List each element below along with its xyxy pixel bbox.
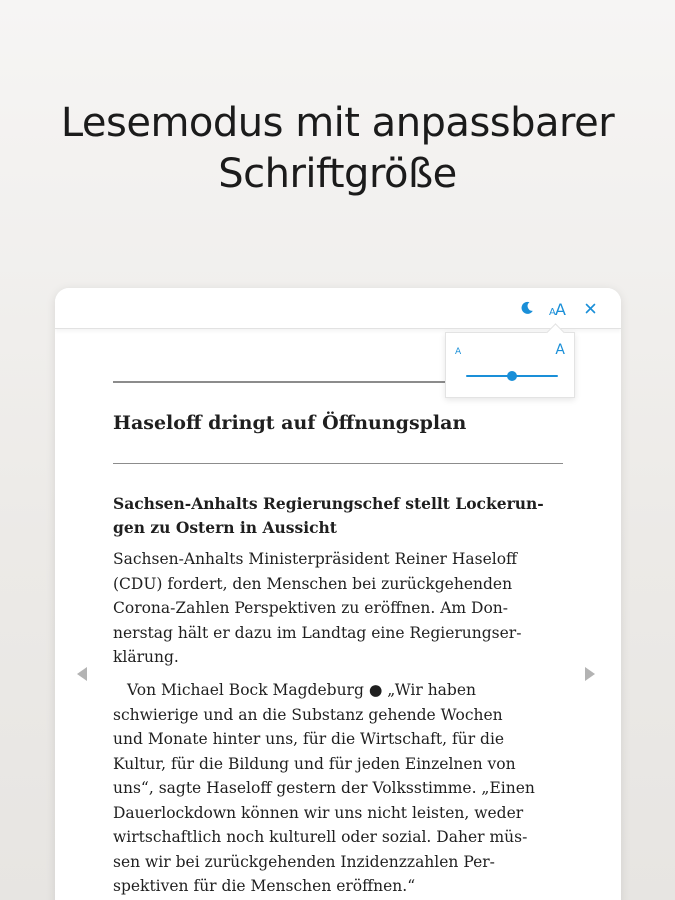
article-lead — [113, 547, 563, 670]
body-line: wirtschaftlich noch kulturell oder sozial. Daher müs- — [113, 828, 528, 846]
font-size-small-label: A — [455, 347, 462, 357]
body-line: uns“, sagte Haseloff gestern der Volksstimme. „Einen — [113, 779, 535, 797]
font-size-large-label: A — [555, 342, 565, 358]
triangle-right-icon — [583, 665, 597, 683]
subtitle-line: Sachsen-Anhalts Regierungschef stellt Lockerun- — [113, 494, 544, 513]
lead-line: nerstag hält er dazu im Landtag eine Regierungser- — [113, 623, 522, 642]
article-body — [113, 678, 563, 899]
font-size-icon — [549, 300, 571, 316]
next-page-button[interactable] — [583, 665, 597, 683]
article-title: Haseloff dringt auf Öffnungsplan — [113, 412, 467, 434]
triangle-left-icon — [75, 665, 89, 683]
font-size-slider-knob[interactable] — [507, 371, 517, 381]
body-line: schwierige und an die Substanz gehende Wochen — [113, 705, 503, 724]
font-size-button[interactable] — [548, 296, 572, 320]
moon-icon — [520, 301, 534, 315]
body-line: und Monate hinter uns, für die Wirtschaft, für die — [113, 730, 505, 748]
close-icon — [585, 303, 596, 314]
svg-text:A: A — [549, 307, 556, 316]
lead-line: Corona-Zahlen Perspektiven zu eröffnen. Am Don- — [113, 599, 509, 617]
lead-line: klärung. — [113, 648, 179, 666]
font-size-popover — [445, 332, 575, 398]
previous-page-button[interactable] — [75, 665, 89, 683]
body-line: sen wir bei zurückgehenden Inzidenzzahlen Per- — [113, 852, 495, 871]
lead-line: (CDU) fordert, den Menschen bei zurückgehenden — [113, 574, 513, 593]
lead-line: Sachsen-Anhalts Ministerpräsident Reiner Haseloff — [113, 550, 518, 568]
body-line: Von Michael Bock Magdeburg ● „Wir haben — [127, 681, 476, 699]
subtitle-line: gen zu Ostern in Aussicht — [113, 518, 337, 537]
font-size-slider[interactable] — [466, 375, 558, 377]
headline-line-1: Lesemodus mit anpassbarer — [60, 100, 615, 146]
reader-window — [55, 288, 621, 900]
body-line: Dauerlockdown können wir uns nicht leisten, weder — [113, 803, 524, 822]
reader-toolbar — [55, 288, 621, 329]
body-line: Kultur, für die Bildung und für jeden Einzelnen von — [113, 754, 516, 773]
body-line: spektiven für die Menschen eröffnen.“ — [113, 877, 416, 895]
headline-line-2: Schriftgröße — [218, 151, 457, 197]
article-subtitle — [113, 492, 563, 540]
night-mode-button[interactable] — [518, 296, 536, 320]
svg-text:A: A — [555, 300, 566, 316]
close-button[interactable] — [581, 296, 599, 320]
promo-headline — [0, 98, 675, 200]
title-divider — [113, 463, 563, 464]
